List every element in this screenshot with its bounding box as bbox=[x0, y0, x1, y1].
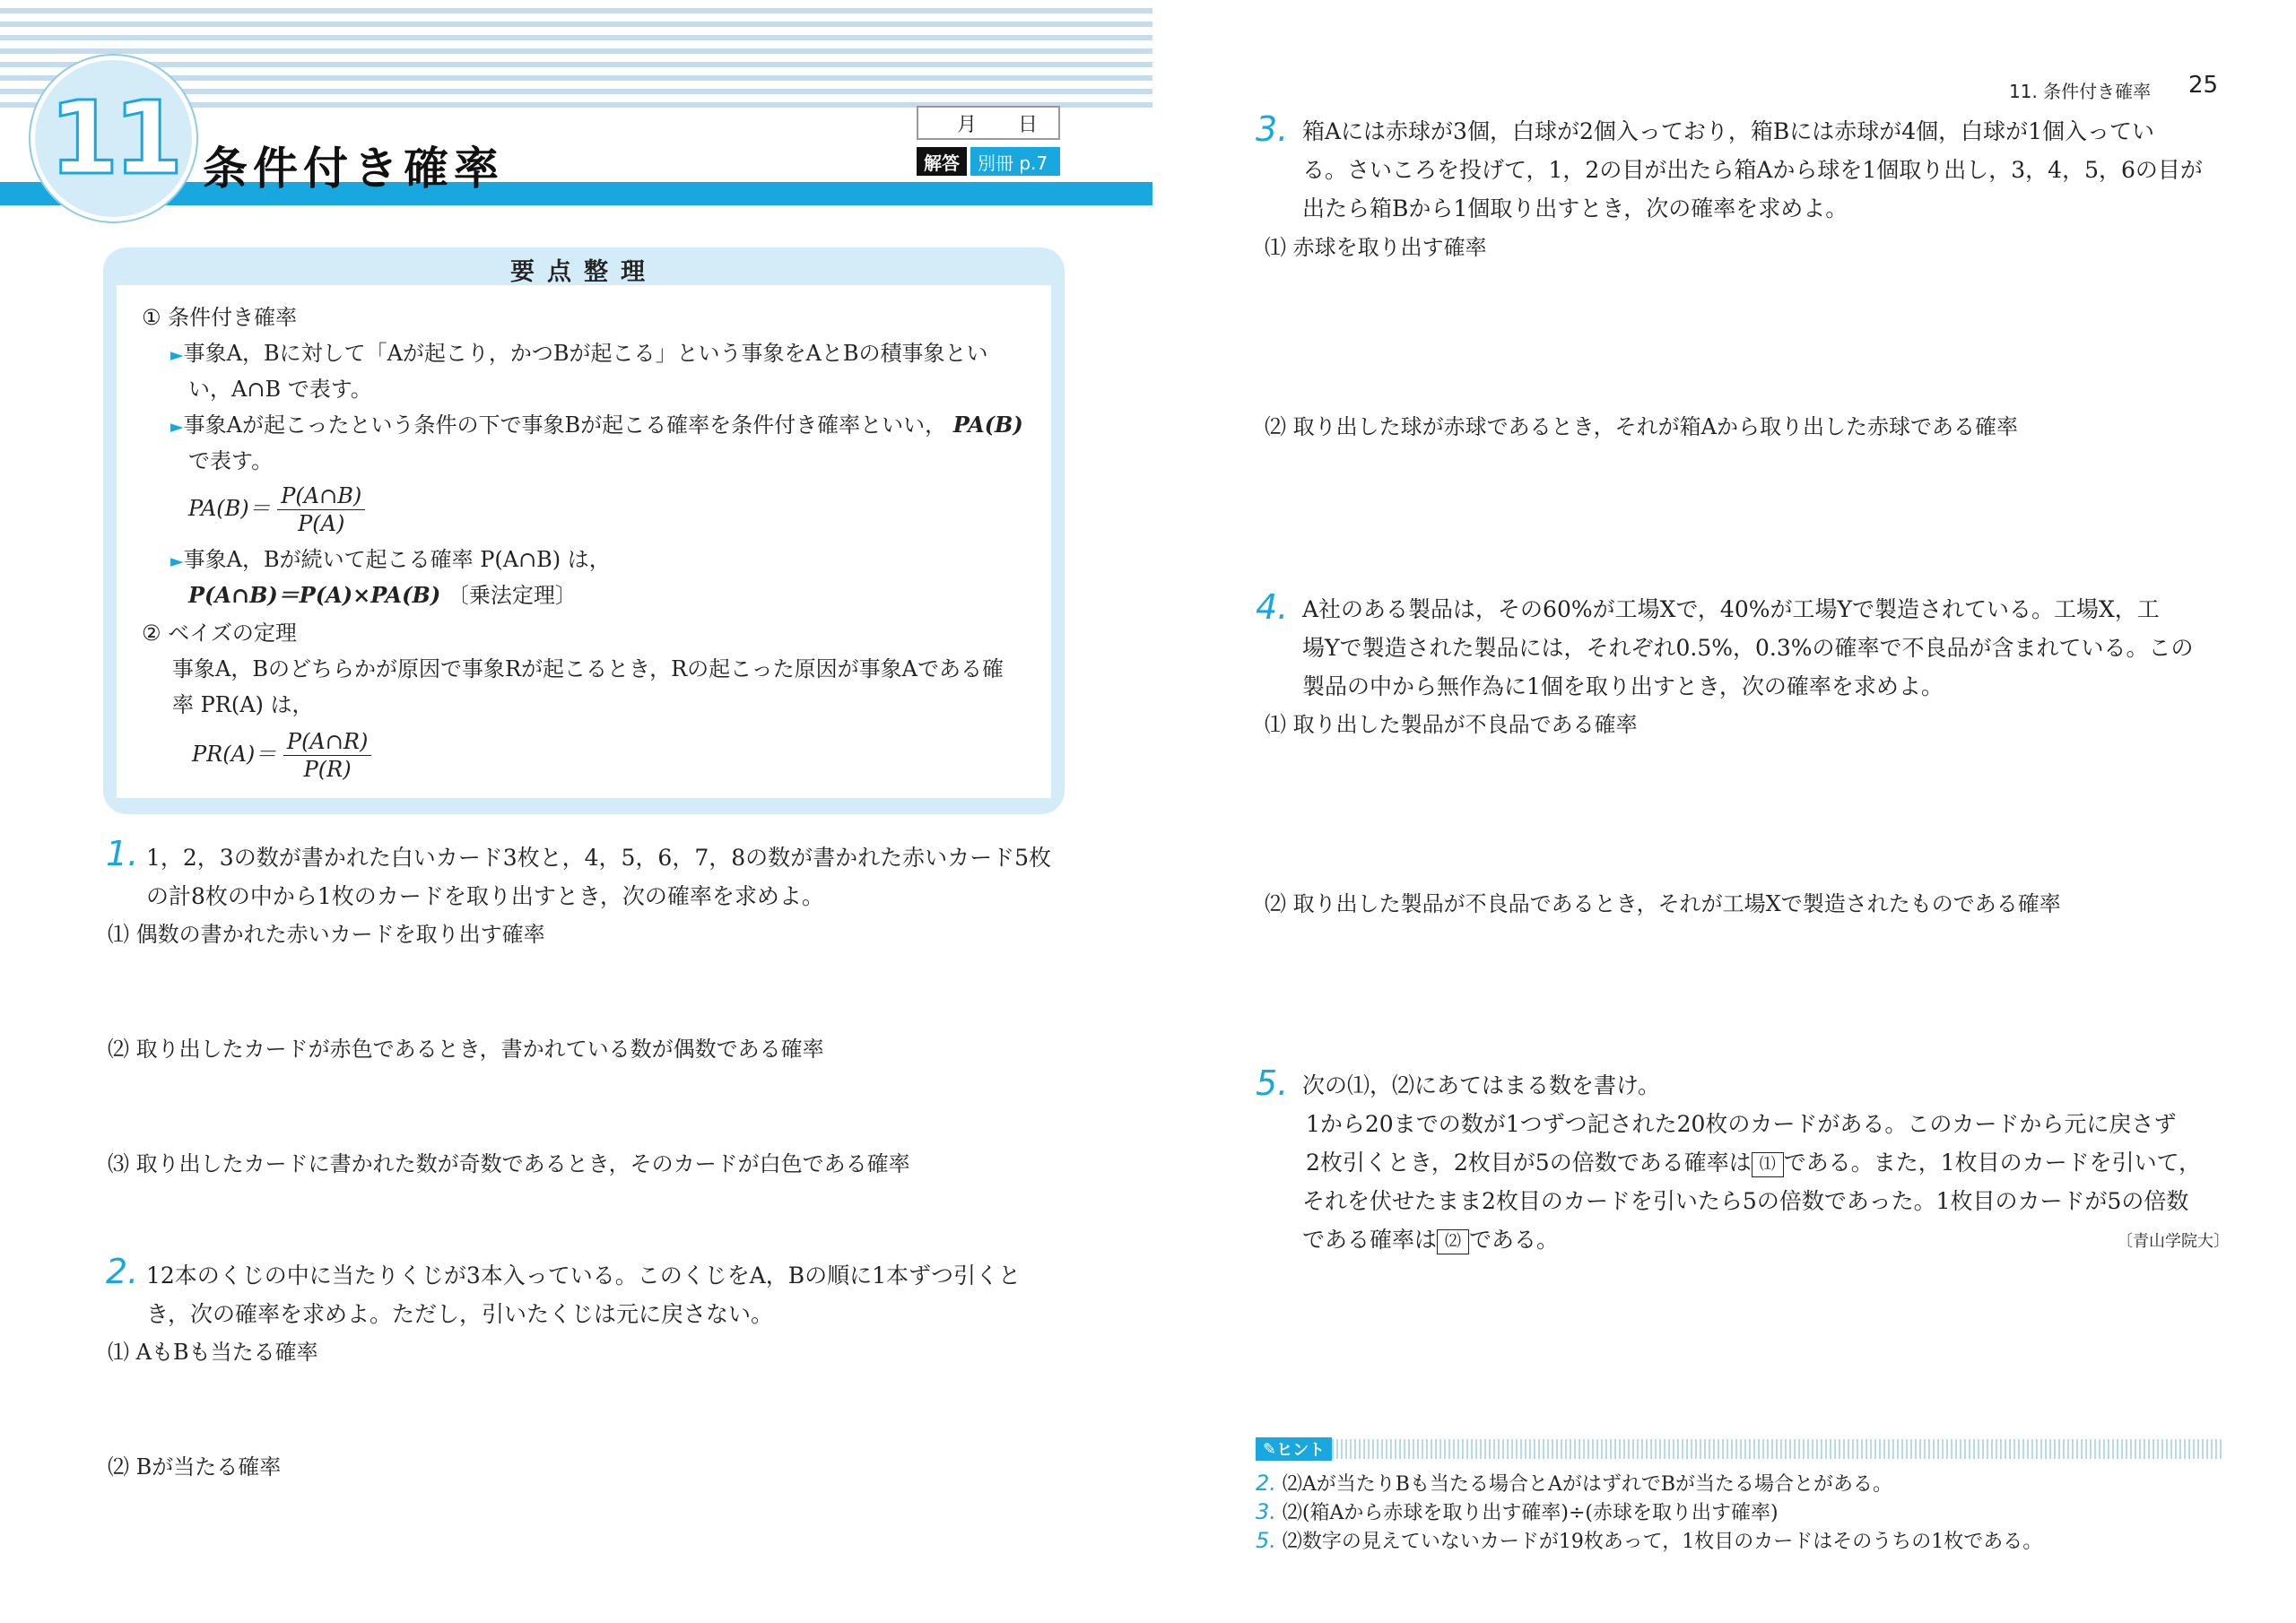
question-number: 1. bbox=[106, 834, 139, 873]
triangle-bullet-icon: ► bbox=[170, 417, 184, 437]
answer-blank-box[interactable]: ⑴ bbox=[1752, 1152, 1784, 1177]
question-text-part: である確率は bbox=[1302, 1227, 1438, 1253]
summary-s2-line2: 率 PR(A) は， bbox=[172, 692, 314, 717]
summary-multiplication-theorem bbox=[188, 577, 577, 613]
hint-item bbox=[1256, 1469, 1892, 1499]
answer-blank-box[interactable]: ⑵ bbox=[1437, 1229, 1469, 1254]
hint-number: 2. bbox=[1256, 1471, 1276, 1496]
page-title: 条件付き確率 bbox=[203, 143, 504, 195]
lightbulb-icon: ✎ bbox=[1263, 1439, 1277, 1459]
subquestion: ⑵ Bが当たる確率 bbox=[108, 1454, 282, 1480]
subquestion: ⑴ 取り出した製品が不良品である確率 bbox=[1265, 712, 1638, 737]
summary-s1-bullet1-cont: い，A∩B で表す。 bbox=[188, 377, 372, 402]
formula-fraction bbox=[277, 482, 365, 537]
question-text: それを伏せたまま2枚目のカードを引いたら5の倍数であった。1枚目のカードが5の倍数 bbox=[1302, 1188, 2189, 1214]
question-text: 12本のくじの中に当たりくじが3本入っている。このくじをA，Bの順に1本ずつ引くと bbox=[146, 1263, 1022, 1289]
date-box bbox=[917, 106, 1060, 140]
summary-s1-bullet1 bbox=[170, 335, 988, 373]
question-text: 1から20までの数が1つずつ記された20枚のカードがある。このカードから元に戻さず bbox=[1306, 1111, 2177, 1137]
chapter-number: 11 bbox=[48, 80, 178, 197]
hint-text: ⑵(箱Aから赤球を取り出す確率)÷(赤球を取り出す確率) bbox=[1282, 1502, 1779, 1524]
formula-lhs: PR(A)＝ bbox=[192, 742, 277, 767]
question-text: き，次の確率を求めよ。ただし，引いたくじは元に戻さない。 bbox=[146, 1301, 774, 1327]
question-text: 箱Aには赤球が3個，白球が2個入っており，箱Bには赤球が4個，白球が1個入ってい bbox=[1302, 118, 2155, 144]
subquestion: ⑵ 取り出した製品が不良品であるとき，それが工場Xで製造されたものである確率 bbox=[1265, 891, 2061, 916]
summary-formula1 bbox=[188, 482, 365, 537]
question-text bbox=[1302, 1220, 1559, 1259]
subquestion: ⑴ 赤球を取り出す確率 bbox=[1265, 235, 1487, 260]
formula-lhs: PA(B)＝ bbox=[188, 496, 271, 521]
answer-label: 解答 bbox=[917, 147, 967, 176]
page-number: 25 bbox=[2188, 72, 2219, 99]
question-text: 1，2，3の数が書かれた白いカード3枚と，4，5，6，7，8の数が書かれた赤いカード5枚 bbox=[146, 845, 1052, 871]
running-head: 11. 条件付き確率 bbox=[2009, 81, 2152, 102]
subquestion: ⑵ 取り出したカードが赤色であるとき，書かれている数が偶数である確率 bbox=[108, 1037, 824, 1062]
question-text: の計8枚の中から1枚のカードを取り出すとき，次の確率を求めよ。 bbox=[146, 883, 824, 909]
summary-section2-title: ② ベイズの定理 bbox=[142, 621, 297, 646]
summary-s1-bullet2 bbox=[170, 407, 1023, 445]
question-source: 〔青山学院大〕 bbox=[2117, 1232, 2230, 1251]
triangle-bullet-icon: ► bbox=[170, 551, 184, 571]
summary-s1-bullet3 bbox=[170, 542, 611, 579]
triangle-bullet-icon: ► bbox=[170, 345, 184, 365]
formula-denominator: P(A) bbox=[298, 511, 345, 536]
hint-text: ⑵数字の見えていないカードが19枚あって，1枚目のカードはそのうちの1枚である。 bbox=[1282, 1531, 2043, 1553]
hint-item bbox=[1256, 1526, 2042, 1557]
question-text: 製品の中から無作為に1個を取り出すとき，次の確率を求めよ。 bbox=[1302, 673, 1944, 699]
summary-formula2 bbox=[192, 728, 371, 783]
formula-text: P(A∩B)＝P(A)×PA(B) bbox=[188, 582, 441, 608]
formula-numerator: P(A∩B) bbox=[277, 482, 365, 510]
question-number: 4. bbox=[1256, 587, 1289, 627]
hint-label bbox=[1256, 1437, 1332, 1461]
summary-text: 事象A，Bに対して「Aが起こり，かつBが起こる」という事象をAとBの積事象とい bbox=[183, 341, 988, 366]
subquestion: ⑵ 取り出した球が赤球であるとき，それが箱Aから取り出した赤球である確率 bbox=[1265, 414, 2018, 439]
summary-text: 事象Aが起こったという条件の下で事象Bが起こる確率を条件付き確率といい， bbox=[183, 412, 947, 438]
formula-numerator: P(A∩R) bbox=[283, 728, 371, 756]
date-month-label: 月 bbox=[956, 113, 977, 136]
summary-symbol: PA(B) bbox=[952, 412, 1023, 438]
question-text: る。さいころを投げて，1，2の目が出たら箱Aから球を1個取り出し，3，4，5，6の目が bbox=[1302, 157, 2203, 183]
hint-label-text: ヒント bbox=[1276, 1441, 1326, 1460]
summary-s1-bullet2-cont: で表す。 bbox=[188, 448, 274, 473]
question-number: 2. bbox=[106, 1252, 139, 1291]
formula-fraction bbox=[283, 728, 371, 783]
hint-number: 5. bbox=[1256, 1528, 1276, 1553]
answer-reference: 別冊 p.7 bbox=[970, 147, 1060, 176]
question-text: 次の⑴，⑵にあてはまる数を書け。 bbox=[1302, 1072, 1661, 1098]
hint-number: 3. bbox=[1256, 1499, 1276, 1524]
subquestion: ⑴ 偶数の書かれた赤いカードを取り出す確率 bbox=[108, 922, 545, 947]
question-text-part: である。また，1枚目のカードを引いて， bbox=[1783, 1150, 2202, 1176]
question-text-part: 2枚引くとき，2枚目が5の倍数である確率は bbox=[1306, 1150, 1752, 1176]
question-text-part: である。 bbox=[1469, 1227, 1560, 1253]
hint-text: ⑵Aが当たりBも当たる場合とAがはずれでBが当たる場合とがある。 bbox=[1282, 1473, 1893, 1496]
summary-section1-title: ① 条件付き確率 bbox=[142, 305, 298, 330]
summary-text: 事象A，Bが続いて起こる確率 P(A∩B) は， bbox=[183, 547, 611, 572]
formula-note: 〔乗法定理〕 bbox=[447, 583, 577, 608]
subquestion: ⑶ 取り出したカードに書かれた数が奇数であるとき，そのカードが白色である確率 bbox=[108, 1151, 910, 1176]
summary-title: 要点整理 bbox=[510, 258, 657, 286]
question-number: 5. bbox=[1256, 1063, 1289, 1103]
question-number: 3. bbox=[1256, 109, 1289, 149]
hint-bar bbox=[1256, 1439, 2224, 1459]
formula-denominator: P(R) bbox=[303, 757, 352, 782]
date-day-label: 日 bbox=[1017, 113, 1038, 136]
question-text: 出たら箱Bから1個取り出すとき，次の確率を求めよ。 bbox=[1302, 195, 1848, 221]
summary-s2-line1: 事象A，Bのどちらかが原因で事象Rが起こるとき，Rの起こった原因が事象Aである確 bbox=[172, 656, 1004, 681]
question-text: A社のある製品は，その60%が工場Xで，40%が工場Yで製造されている。工場X，工 bbox=[1302, 596, 2160, 622]
subquestion: ⑴ AもBも当たる確率 bbox=[108, 1340, 318, 1365]
question-text bbox=[1306, 1143, 2201, 1182]
question-text: 場Yで製造された製品には，それぞれ0.5%，0.3%の確率で不良品が含まれている。この bbox=[1302, 635, 2194, 661]
hint-item bbox=[1256, 1497, 1779, 1528]
